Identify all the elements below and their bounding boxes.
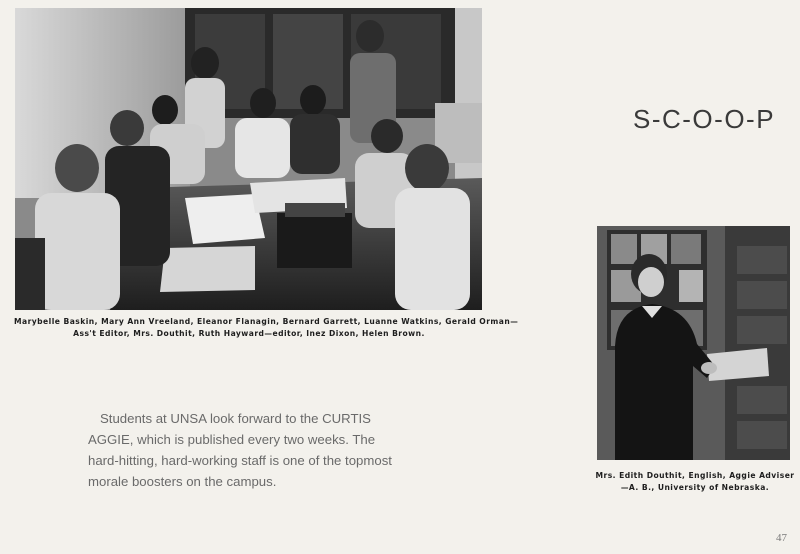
- adviser-photo: [597, 226, 790, 460]
- staff-group-photo: [15, 8, 482, 310]
- page-title: S-C-O-O-P: [633, 104, 776, 134]
- body-line-4: morale boosters on the campus.: [88, 474, 277, 489]
- body-line-2: AGGIE, which is published every two weeks. The: [88, 432, 376, 447]
- adviser-photo-caption: [590, 470, 800, 494]
- body-line-1: Students at UNSA look forward to the CURTIS: [100, 411, 371, 426]
- main-photo-caption: [14, 316, 519, 340]
- main-photo-caption-line2: Ass't Editor, Mrs. Douthit, Ruth Hayward—editor, Inez Dixon, Helen Brown.: [73, 329, 425, 338]
- body-line-3: hard-hitting, hard-working staff is one of the topmost: [88, 453, 392, 468]
- main-photo-caption-line1: Marybelle Baskin, Mary Ann Vreeland, Eleanor Flanagin, Bernard Garrett, Luanne Watkins, Gerald Orman—: [14, 317, 519, 326]
- body-paragraph: [88, 408, 428, 492]
- page-number: 47: [776, 532, 787, 544]
- adviser-caption-line1: Mrs. Edith Douthit, English, Aggie Adviser: [595, 471, 795, 480]
- adviser-caption-line2: —A. B., University of Nebraska.: [620, 483, 770, 492]
